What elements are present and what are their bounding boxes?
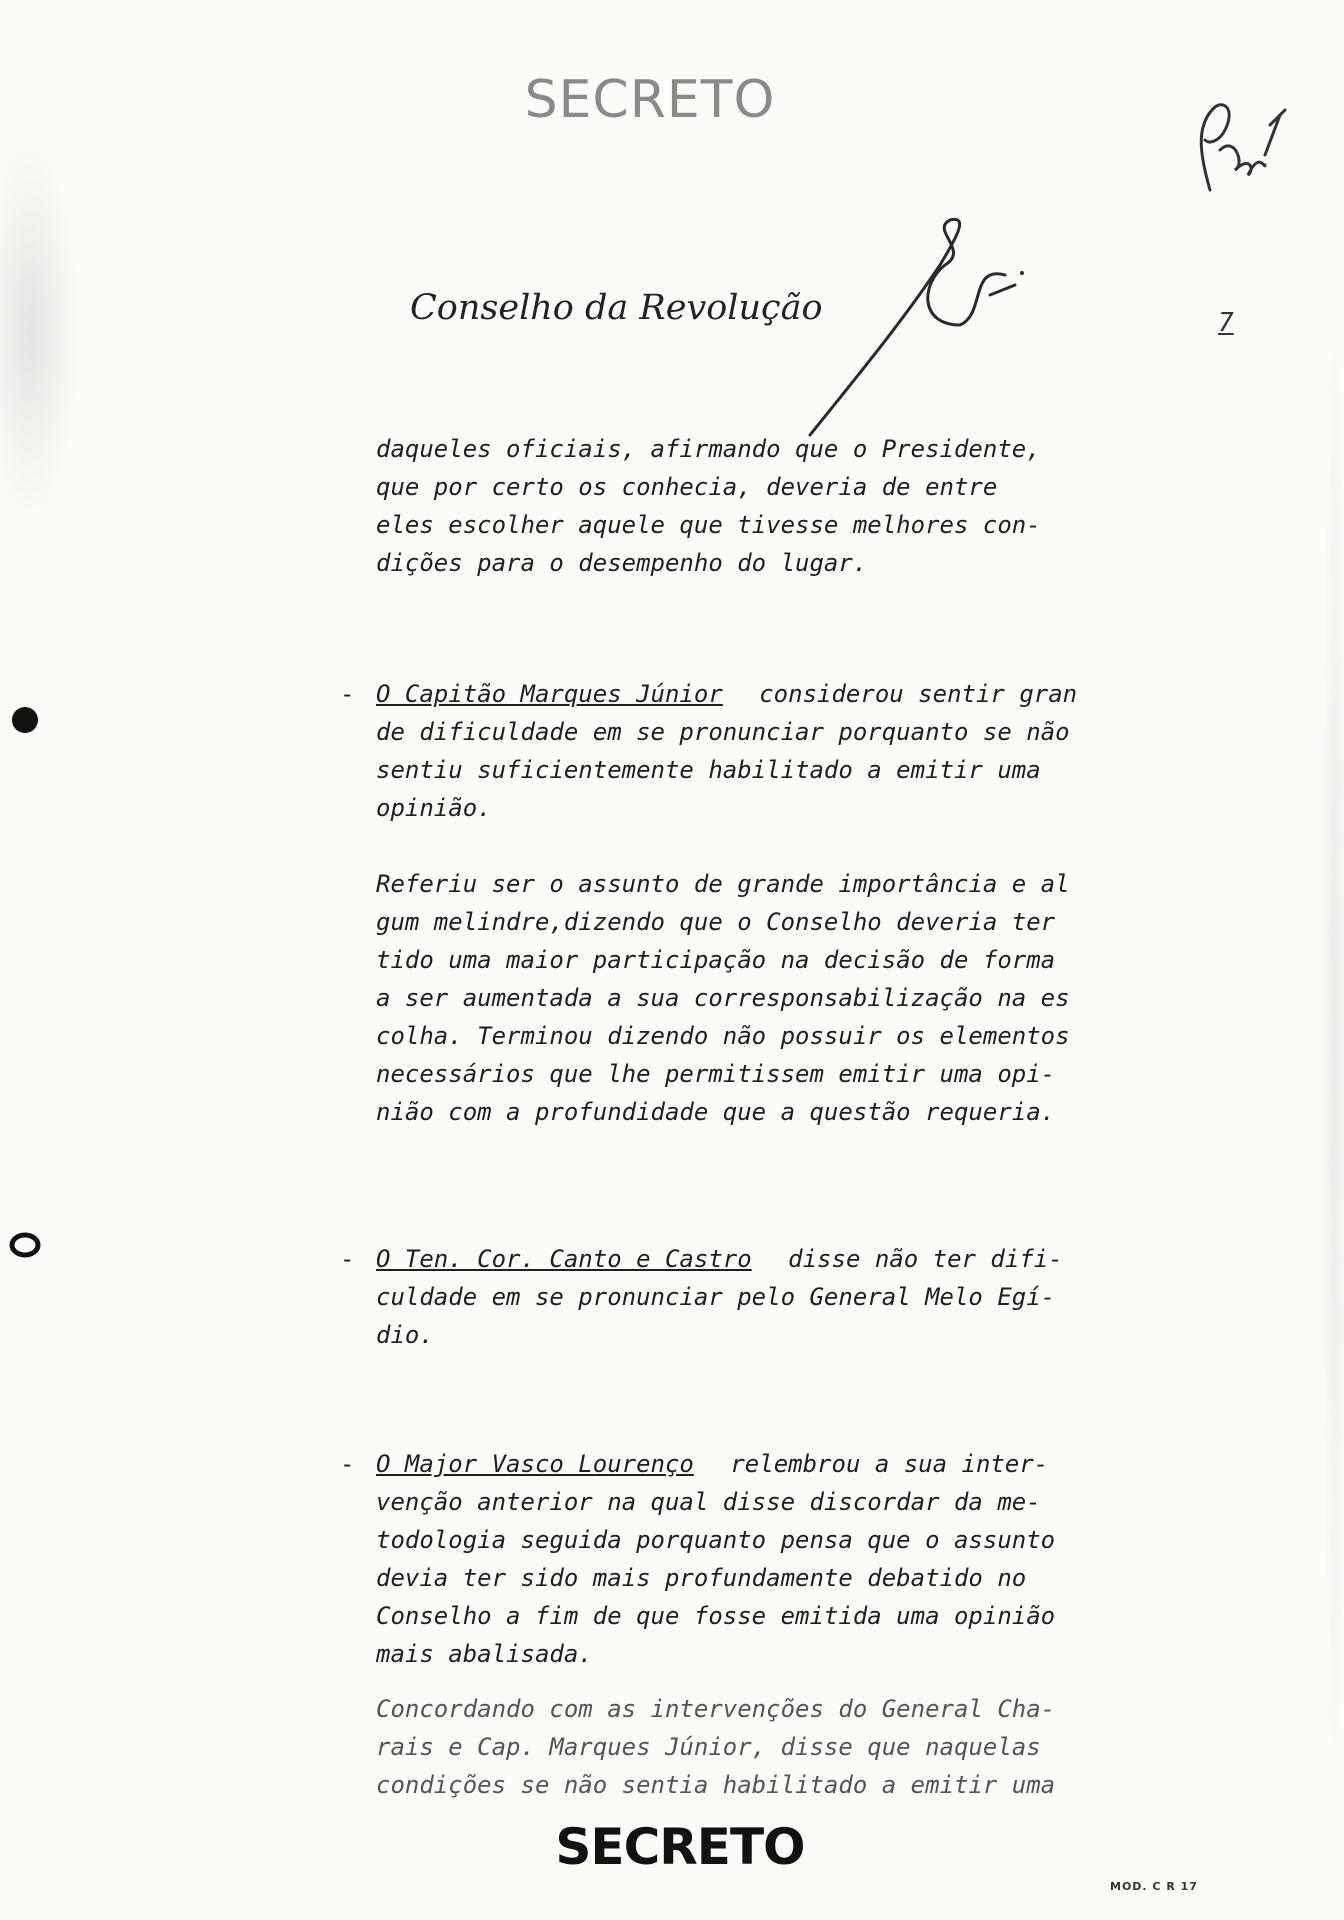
punch-hole-top	[5, 700, 45, 740]
text-line: tido uma maior participação na decisão de forma	[376, 946, 1056, 974]
handwritten-initials	[1180, 95, 1290, 205]
text-fragment: disse não ter difi-	[788, 1245, 1063, 1273]
intervention-vasco-lourenco	[340, 1445, 1196, 1673]
text-line: mais abalisada.	[376, 1640, 593, 1668]
text-line: culdade em se pronunciar pelo General Melo Egí-	[376, 1283, 1056, 1311]
bullet-dash: -	[340, 1450, 355, 1478]
text-line: eles escolher aquele que tivesse melhores con-	[376, 511, 1041, 539]
text-line	[340, 1240, 1196, 1278]
letterhead-title: Conselho da Revolução	[410, 288, 823, 328]
intervention-marques-junior	[340, 675, 1196, 827]
text-line	[340, 675, 1196, 713]
classification-stamp-top: SECRETO	[524, 70, 776, 130]
text-line: nião com a profundidade que a questão requeria.	[376, 1098, 1056, 1126]
text-line: opinião.	[376, 794, 492, 822]
page-number: 7	[1218, 308, 1234, 338]
text-line: daqueles oficiais, afirmando que o Presidente,	[376, 435, 1041, 463]
text-line: rais e Cap. Marques Júnior, disse que naquelas	[376, 1733, 1041, 1761]
paragraph-continuation	[376, 430, 1196, 582]
text-line: Concordando com as intervenções do General Cha-	[376, 1695, 1056, 1723]
text-line: necessários que lhe permitissem emitir uma opi-	[376, 1060, 1056, 1088]
text-line: Conselho a fim de que fosse emitida uma opinião	[376, 1602, 1056, 1630]
text-line: gum melindre,dizendo que o Conselho deveria ter	[376, 908, 1056, 936]
text-line: Referiu ser o assunto de grande importância e al	[376, 870, 1070, 898]
text-line: colha. Terminou dizendo não possuir os elementos	[376, 1022, 1070, 1050]
intervention-canto-e-castro	[340, 1240, 1196, 1354]
text-line: que por certo os conhecia, deveria de entre	[376, 473, 998, 501]
text-line	[340, 1445, 1196, 1483]
text-line: venção anterior na qual disse discordar da me-	[376, 1488, 1041, 1516]
bullet-dash: -	[340, 1245, 355, 1273]
text-line: sentiu suficientemente habilitado a emitir uma	[376, 756, 1041, 784]
classification-stamp-bottom: SECRETO	[555, 1818, 805, 1876]
paragraph-referiu	[376, 865, 1196, 1131]
bullet-dash: -	[340, 680, 355, 708]
form-code: MOD. C R 17	[1110, 1880, 1198, 1893]
speaker-name: O Major Vasco Lourenço	[376, 1450, 694, 1478]
speaker-name: O Ten. Cor. Canto e Castro	[376, 1245, 752, 1273]
text-line: devia ter sido mais profundamente debatido no	[376, 1564, 1027, 1592]
text-line: dições para o desempenho do lugar.	[376, 549, 868, 577]
text-fragment: considerou sentir gran	[759, 680, 1078, 708]
paragraph-concordando	[376, 1690, 1196, 1804]
speaker-name: O Capitão Marques Júnior	[376, 680, 723, 708]
text-line: todologia seguida porquanto pensa que o assunto	[376, 1526, 1056, 1554]
text-line: condições se não sentia habilitado a emitir uma	[376, 1771, 1056, 1799]
text-line: a ser aumentada a sua corresponsabilização na es	[376, 984, 1070, 1012]
text-line: dio.	[376, 1321, 434, 1349]
punch-hole-bottom	[5, 1225, 45, 1265]
text-fragment: relembrou a sua inter-	[730, 1450, 1049, 1478]
text-line: de dificuldade em se pronunciar porquanto se não	[376, 718, 1070, 746]
